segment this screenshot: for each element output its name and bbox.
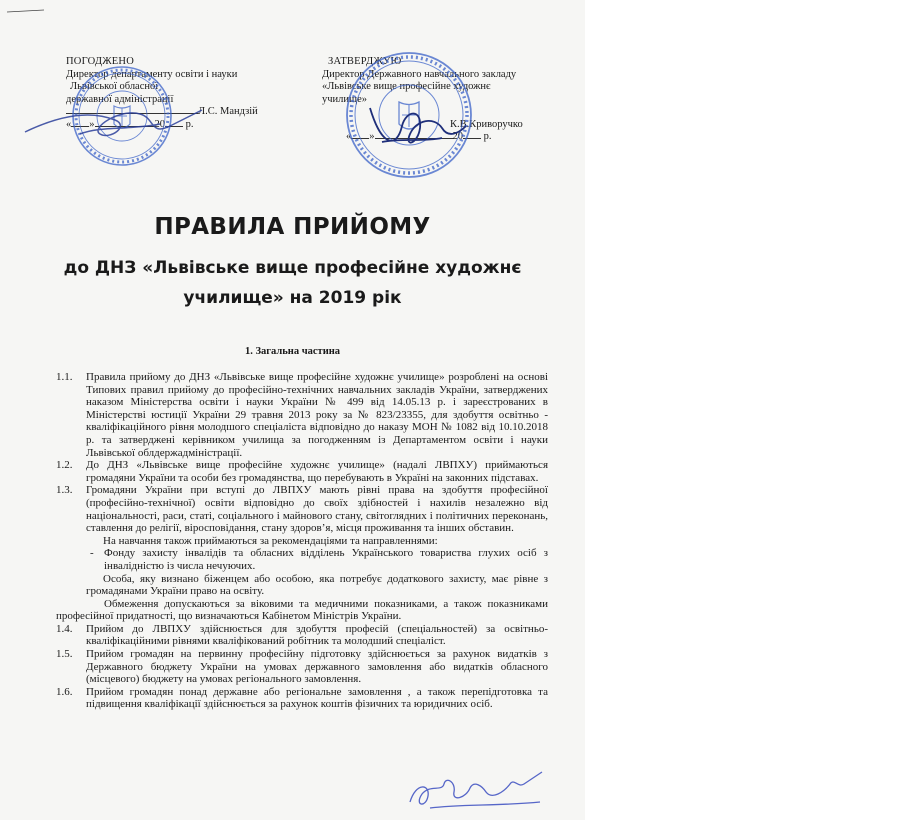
document-body [56,371,548,711]
dash-item-text: Фонду захисту інвалідів та обласних відділень Українського товариства глухих осіб з інвалідністю із числа нечуючих. [104,547,548,572]
list-item [56,686,548,711]
signature-icon [20,90,205,152]
list-item [56,623,548,648]
item-text: Прийом до ЛВПХУ здійснюється для здобуття професій (спеціальностей) за освітньо-кваліфікаційними рівнями кваліфікований робітник та молодший спеціаліст. [86,622,548,648]
approval-left-line1: Директор департаменту освіти і науки [66,68,238,80]
item-number: 1.1. [56,371,73,383]
item-number: 1.5. [56,648,73,661]
date-quote-close: » [89,118,95,130]
approval-left-heading: ПОГОДЖЕНО [66,56,134,67]
item-number: 1.3. [56,484,73,497]
dash-mark: - [90,547,94,560]
item-number: 1.6. [56,685,73,698]
approval-right-line3: училище» [322,93,368,105]
approval-left-signer: Л.С. Мандзій [198,106,258,117]
date-year-prefix: 20 [452,131,463,142]
item-text: До ДНЗ «Львівське вище професійне художнє училище» (надалі ЛВПХУ) приймаються громадяни України та особи без громадянства, що перебувають в Україні на законних підставах. [86,459,548,484]
scan-corner-mark [6,4,46,14]
document-title: ПРАВИЛА ПРИЙОМУ [154,214,431,240]
approval-left-line3: державної адміністрації [66,93,174,105]
date-year-prefix: 20 [154,118,165,130]
list-item [56,459,548,484]
paragraph-refugee: Особа, яку визнано біженцем або особою, яка потребує додаткового захисту, має рівне з громадянами України право на освіту. [86,572,548,598]
list-item [56,371,548,459]
date-quote-close: » [369,131,375,142]
document-subtitle-line2: училище» на 2019 рік [183,288,402,308]
date-suffix: р. [483,131,492,142]
signature-icon [400,762,550,818]
approval-right-signer: К.В.Криворучко [450,118,523,130]
date-quote-open: « [66,118,72,130]
item-text: Прийом громадян понад державне або регіональне замовлення , а також перепідготовка та підвищення кваліфікації здійснюється за рахунок коштів фізичних та юридичних осіб. [86,685,548,711]
list-item [56,648,548,686]
item-number: 1.2. [56,459,73,472]
list-item [56,484,548,534]
approval-right-line2: «Львівське вище професійне художнє [322,81,491,92]
approval-right-line1: Директор Державного навчального закладу [322,68,517,80]
dash-list-item [56,547,548,572]
date-suffix: р. [185,118,194,130]
item-number: 1.4. [56,622,73,635]
date-quote-open: « [346,131,352,142]
signature-icon [362,98,472,154]
approval-left-line2: Львівської обласної [70,81,159,92]
approval-right-heading: ЗАТВЕРДЖУЮ [328,56,402,67]
paragraph-limits: Обмеження допускаються за віковими та медичними показниками, а також показниками професійної придатності, що визначаються Кабінетом Міністрів України. [56,597,548,623]
section-heading: 1. Загальна частина [244,346,341,357]
paragraph-recommend: На навчання також приймаються за рекомендаціями та направленнями: [103,534,438,547]
document-subtitle-line1: до ДНЗ «Львівське вище професійне художнє [63,258,522,278]
item-text: Правила прийому до ДНЗ «Львівське вище професійне художнє училище» розроблені на основі Типових правил прийому до професійно-технічних навчальних закладів України, затверджених наказом Міністерства освіти і науки України № 499 від 14.05.13 р. і зареєстрованих в Міністерстві юстиції України 29 травня 2013 року за № 823/23355, для здобуття освітньо - кваліфікаційного рівня молодшого спеціаліста відповідно до наказу МОН № 1082 від 10.10.2018 р. та затверджені керівником училища за погодженням із Департаментом освіти і науки Львівської облдержадміністрації. [86,371,548,459]
item-text: Прийом громадян на первинну професійну підготовку здійснюється за рахунок видатків з Державного бюджету України на умовах державного замовлення або видатків обласного (місцевого) бюджету на умовах регіонального замовлення. [86,648,548,686]
item-text: Громадяни України при вступі до ЛВПХУ мають рівні права на здобуття професійної (професійно-технічної) освіти відповідно до своїх здібностей і нахилів незалежно від національності, раси, статі, соціального і майнового стану, світоглядних і політичних переконань, ставлення до релігії, віросповідання, стану здоров’я, місця проживання та інших обставин. [86,484,548,535]
